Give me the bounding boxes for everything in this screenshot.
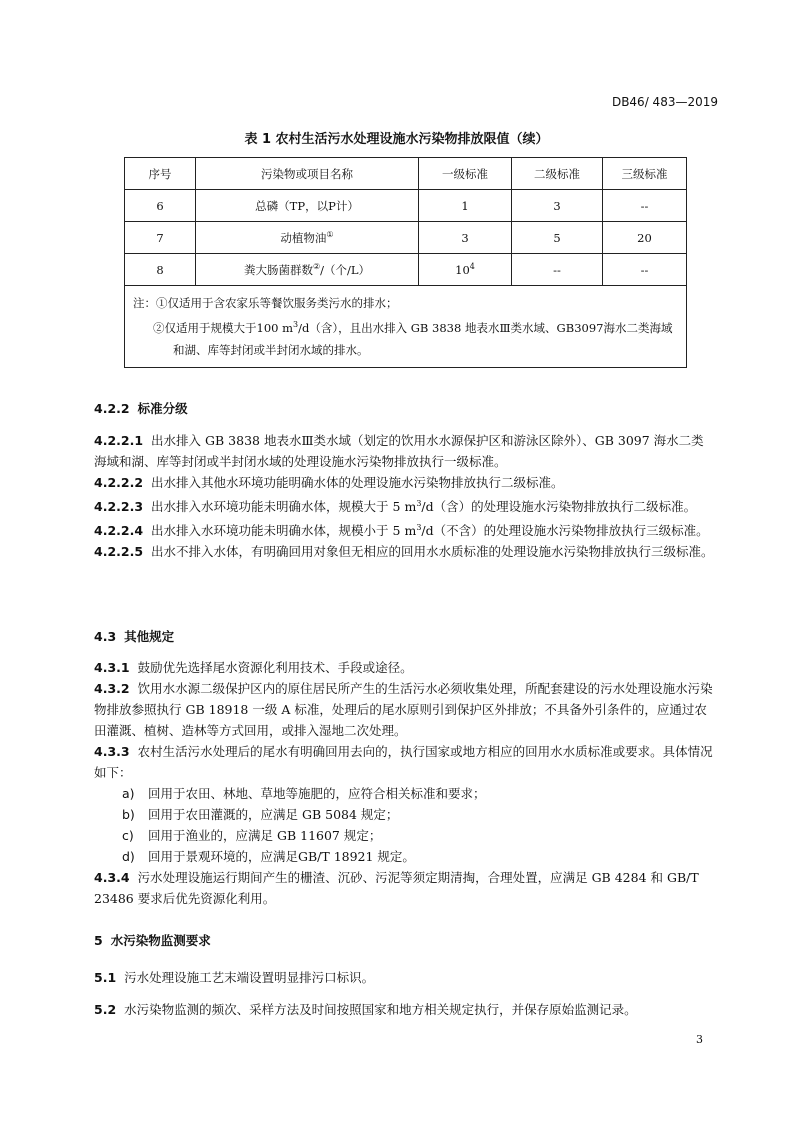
note-line: ②仅适用于规模大于100 $m^3/d$（含），且出水排入 GB 3838 地表水Ⅲ类水域、GB3097海水二类海域 [153,320,673,335]
note-line: 注：①仅适用于含农家乐等餐饮服务类污水的排水； [133,296,398,310]
pollutant-name: 总磷（TP，以P计） [196,190,419,222]
list-item: b) 回用于农田灌溉的，应满足 GB 5084 规定； [122,807,399,822]
table-note [125,286,687,368]
level2-value: 3 [512,190,603,222]
table-header-row [125,158,687,190]
table-row [125,254,687,286]
section-heading: 4.3 其他规定 [94,629,175,644]
section-heading: 4.2.2 标准分级 [94,401,188,416]
paragraph: 4.3.1 鼓励优先选择尾水资源化利用技术、手段或途径。 4.3.2 饮用水水源二级保护区内的原住居民所产生的生活污水必须收集处理，所配套建设的污水处理设施水污染物排放参照执行 GB 18918 一级 A 标准，处理后的尾水原则引到保护区外排放；不具备外引条件的，应通过农田灌溉、植树、造林等方式回用，或排入湿地二次处理。 4.3.3 农村生活污水处理后的尾水有明确回用去向的，执行国家或地方相应的回用水水质标准或要求。具体情况如下： a) 回用于农田、林地、草地等施肥的，应符合相关标准和要求； b) 回用于农田灌溉的，应满足 GB 5084 规定； c) 回用于渔业的，应满足 GB 11607 规定； d) 回用于景观环境的，应满足GB/T 18921 规定。 4.3.4 污水处理设施运行期间产生的栅渣、沉砂、污泥等须定期清掏，合理处置，应满足 GB 4284 和 GB/T 23486 要求后优先资源化利用。 [94,660,713,906]
row-number: 7 [125,222,196,254]
header-cell: 二级标准 [512,158,603,190]
list-item: d) 回用于景观环境的，应满足GB/T 18921 规定。 [122,849,415,864]
header-cell: 一级标准 [419,158,512,190]
level2-value: -- [512,254,603,286]
level2-value: 5 [512,222,603,254]
header-cell: 序号 [125,158,196,190]
row-number: 6 [125,190,196,222]
level3-value: -- [603,190,687,222]
level1-value: $10^4$ [419,254,512,286]
paragraph: 5.1 污水处理设施工艺末端设置明显排污口标识。 [94,970,375,985]
section-heading: 5 水污染物监测要求 [94,933,211,948]
paragraph: 5.2 水污染物监测的频次、采样方法及时间按照国家和地方相关规定执行，并保存原始监测记录。 [94,1002,637,1017]
table-row [125,222,687,254]
header-cell: 污染物或项目名称 [196,158,419,190]
row-number: 8 [125,254,196,286]
pollutant-name: 动植物油① [196,222,419,254]
table-title: 表 1 农村生活污水处理设施水污染物排放限值（续） [244,132,549,147]
paragraph: 4.2.2.1 出水排入 GB 3838 地表水Ⅲ类水域（划定的饮用水水源保护区和游泳区除外）、GB 3097 海水二类海域和湖、库等封闭或半封闭水域的处理设施水污染物排放执行一级标准。 4.2.2.2 出水排入其他水环境功能明确水体的处理设施水污染物排放执行二级标准。 4.2.2.3 出水排入水环境功能未明确水体，规模大于 5 $m^3/d$（含）的处理设施水污染物排放执行二级标准。 4.2.2.4 出水排入水环境功能未明确水体，规模小于 5 $m^3/d$（不含）的处理设施水污染物排放执行三级标准。 4.2.2.5 出水不排入水体，有明确回用对象但无相应的回用水水质标准的处理设施水污染物排放执行三级标准。 [94,433,714,560]
table-row [125,190,687,222]
list-item: c) 回用于渔业的，应满足 GB 11607 规定； [122,828,382,843]
header-cell: 三级标准 [603,158,687,190]
note-line: 和湖、库等封闭或半封闭水域的排水。 [173,342,369,357]
emission-limits-table [124,157,687,368]
level3-value: 20 [603,222,687,254]
level1-value: 1 [419,190,512,222]
list-item: a) 回用于农田、林地、草地等施肥的，应符合相关标准和要求； [122,786,486,801]
document-code: DB46/ 483—2019 [611,95,718,109]
pollutant-name: 粪大肠菌群数②/（个/L） [196,254,419,286]
level3-value: -- [603,254,687,286]
table-note-row [125,286,687,368]
level1-value: 3 [419,222,512,254]
page-number: 3 [696,1033,703,1046]
